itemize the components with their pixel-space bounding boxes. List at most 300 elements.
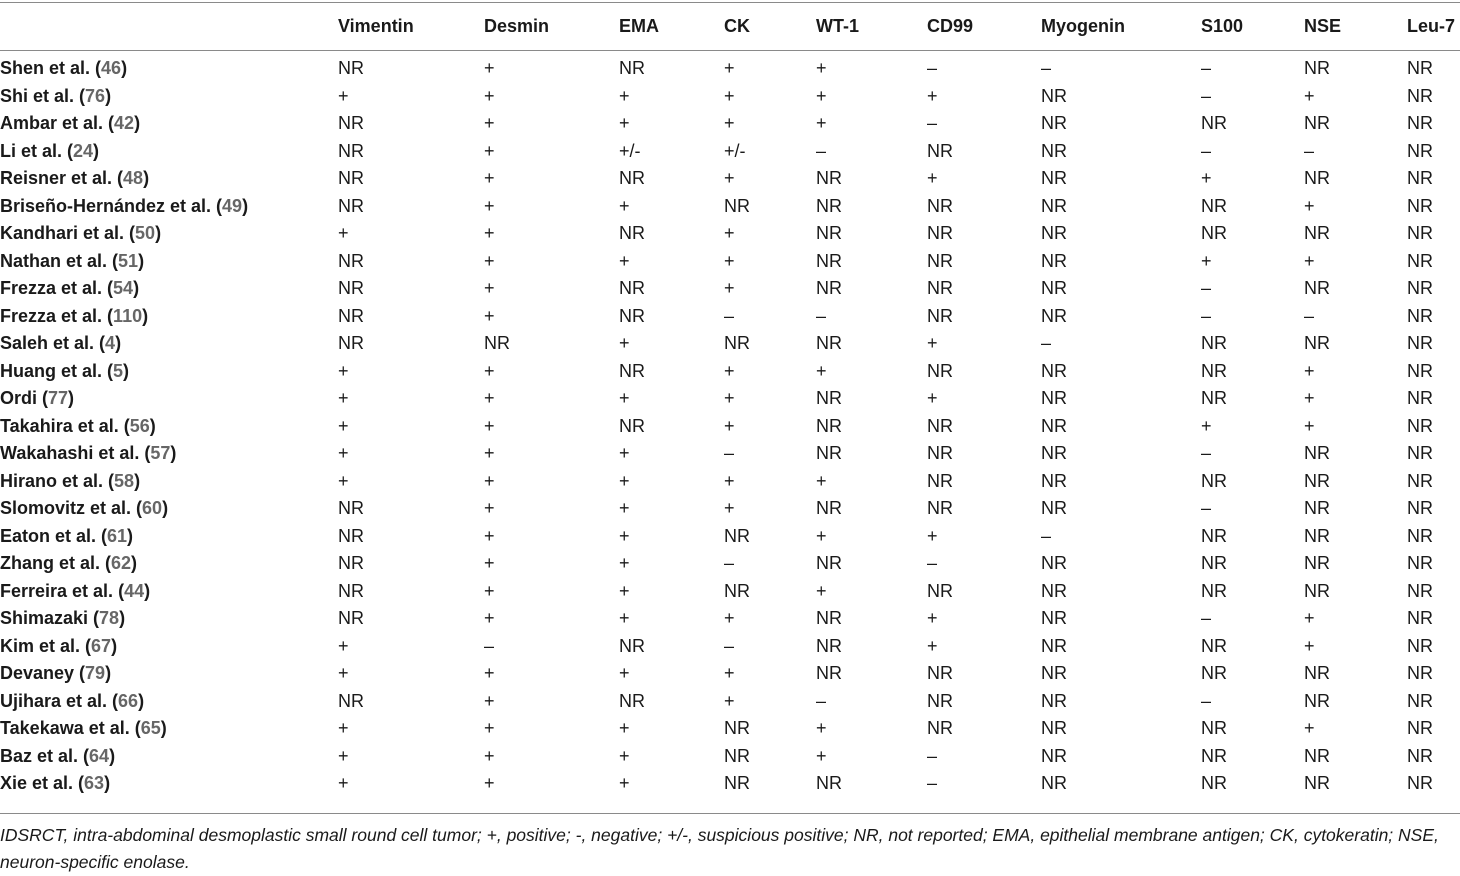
- value-cell-desmin: +: [484, 580, 495, 601]
- value-cell-s100: NR: [1201, 718, 1227, 738]
- value-cell-ema: NR: [619, 690, 645, 711]
- value-cell-vimentin: NR: [338, 690, 364, 711]
- study-cell: [0, 770, 338, 798]
- value-cell-wt-1: NR: [816, 388, 842, 408]
- value-cell-ema: NR: [619, 223, 645, 243]
- value-cell-leu-7: NR: [1407, 113, 1433, 133]
- value-cell-ck: NR: [724, 525, 750, 546]
- reference-link[interactable]: 76: [85, 85, 106, 106]
- study-close-paren: ): [138, 250, 145, 271]
- value-cell-s100: NR: [1201, 525, 1227, 546]
- value-cell-ema: +: [619, 773, 630, 793]
- table-row: [0, 110, 1460, 138]
- reference-link[interactable]: 66: [118, 690, 139, 711]
- value-cell-wt-1: –: [816, 305, 827, 326]
- value-cell-ck: +: [724, 388, 735, 408]
- value-cell-nse: NR: [1304, 223, 1330, 243]
- value-cell-s100: –: [1201, 305, 1212, 326]
- study-name: Xie et al. (: [0, 773, 85, 793]
- value-cell-cd99: +: [927, 388, 938, 408]
- value-cell-cd99: NR: [927, 580, 953, 601]
- value-cell-wt-1: NR: [816, 635, 842, 656]
- study-close-paren: ): [109, 745, 116, 766]
- value-cell-nse: +: [1304, 608, 1315, 628]
- value-cell-wt-1: +: [816, 470, 827, 491]
- value-cell-s100: –: [1201, 58, 1212, 78]
- reference-link[interactable]: 64: [89, 745, 110, 766]
- study-close-paren: ): [115, 333, 122, 353]
- value-cell-desmin: +: [484, 85, 495, 106]
- value-cell-vimentin: +: [338, 415, 349, 436]
- study-name: Kandhari et al. (: [0, 223, 136, 243]
- value-cell-cd99: NR: [927, 443, 953, 463]
- table-row: [0, 743, 1460, 771]
- value-cell-leu-7: NR: [1407, 635, 1433, 656]
- study-name: Ambar et al. (: [0, 113, 115, 133]
- header-study: [0, 12, 338, 55]
- study-close-paren: ): [121, 58, 128, 78]
- study-cell: [0, 743, 338, 771]
- study-name: Ujihara et al. (: [0, 690, 119, 711]
- value-cell-vimentin: +: [338, 635, 349, 656]
- column-header-cd99: CD99: [927, 16, 974, 36]
- value-cell-nse: NR: [1304, 168, 1330, 188]
- value-cell-desmin: +: [484, 58, 495, 78]
- value-cell-myogenin: NR: [1041, 360, 1067, 381]
- value-cell-leu-7: NR: [1407, 305, 1433, 326]
- table-row: [0, 248, 1460, 276]
- value-cell-wt-1: +: [816, 58, 827, 78]
- value-cell-ck: NR: [724, 718, 750, 738]
- value-cell-ck: NR: [724, 580, 750, 601]
- value-cell-vimentin: +: [338, 388, 349, 408]
- value-cell-ema: +: [619, 443, 630, 463]
- study-close-paren: ): [242, 195, 249, 216]
- value-cell-leu-7: NR: [1407, 580, 1433, 601]
- value-cell-s100: NR: [1201, 113, 1227, 133]
- value-cell-myogenin: NR: [1041, 388, 1067, 408]
- value-cell-leu-7: NR: [1407, 498, 1433, 518]
- value-cell-ema: +: [619, 553, 630, 573]
- value-cell-nse: NR: [1304, 690, 1330, 711]
- reference-link[interactable]: 79: [85, 663, 106, 683]
- value-cell-wt-1: NR: [816, 443, 842, 463]
- study-name: Shi et al. (: [0, 85, 86, 106]
- reference-link[interactable]: 78: [99, 608, 120, 628]
- study-name: Nathan et al. (: [0, 250, 119, 271]
- study-close-paren: ): [133, 278, 140, 298]
- value-cell-wt-1: +: [816, 580, 827, 601]
- value-cell-leu-7: NR: [1407, 773, 1433, 793]
- study-cell: [0, 605, 338, 633]
- table-row: [0, 495, 1460, 523]
- value-cell-leu-7: NR: [1407, 58, 1433, 78]
- value-cell-nse: +: [1304, 718, 1315, 738]
- value-cell-cd99: NR: [927, 718, 953, 738]
- value-cell-leu-7: NR: [1407, 360, 1433, 381]
- value-cell-myogenin: NR: [1041, 608, 1067, 628]
- value-cell-nse: +: [1304, 415, 1315, 436]
- value-cell-ema: NR: [619, 635, 645, 656]
- study-close-paren: ): [93, 140, 100, 161]
- value-cell-cd99: +: [927, 635, 938, 656]
- study-close-paren: ): [68, 388, 75, 408]
- value-cell-s100: –: [1201, 85, 1212, 106]
- study-cell: [0, 385, 338, 413]
- study-close-paren: ): [155, 223, 162, 243]
- table-row: [0, 688, 1460, 716]
- value-cell-ck: +: [724, 168, 735, 188]
- value-cell-myogenin: NR: [1041, 85, 1067, 106]
- value-cell-ck: –: [724, 553, 735, 573]
- value-cell-leu-7: NR: [1407, 470, 1433, 491]
- reference-link[interactable]: 46: [101, 58, 122, 78]
- value-cell-leu-7: NR: [1407, 140, 1433, 161]
- study-close-paren: ): [162, 498, 169, 518]
- value-cell-ema: +: [619, 388, 630, 408]
- value-cell-desmin: +: [484, 278, 495, 298]
- value-cell-vimentin: +: [338, 470, 349, 491]
- study-name: Slomovitz et al. (: [0, 498, 143, 518]
- value-cell-s100: NR: [1201, 635, 1227, 656]
- study-name: Ordi (: [0, 388, 48, 408]
- value-cell-vimentin: NR: [338, 195, 364, 216]
- value-cell-cd99: –: [927, 553, 938, 573]
- value-cell-cd99: +: [927, 85, 938, 106]
- study-cell: [0, 413, 338, 441]
- study-close-paren: ): [144, 580, 151, 601]
- value-cell-myogenin: NR: [1041, 470, 1067, 491]
- value-cell-desmin: +: [484, 498, 495, 518]
- value-cell-nse: NR: [1304, 113, 1330, 133]
- table-row: [0, 83, 1460, 111]
- column-header-nse: NSE: [1304, 16, 1342, 36]
- study-close-paren: ): [138, 690, 145, 711]
- table-row: [0, 660, 1460, 688]
- value-cell-ck: +: [724, 223, 735, 243]
- value-cell-s100: NR: [1201, 773, 1227, 793]
- column-header-desmin: Desmin: [484, 16, 550, 36]
- value-cell-vimentin: NR: [338, 608, 364, 628]
- study-close-paren: ): [119, 608, 126, 628]
- value-cell-s100: NR: [1201, 470, 1227, 491]
- value-cell-desmin: +: [484, 525, 495, 546]
- value-cell-s100: NR: [1201, 553, 1227, 573]
- value-cell-nse: NR: [1304, 443, 1330, 463]
- study-cell: [0, 83, 338, 111]
- value-cell-vimentin: +: [338, 443, 349, 463]
- reference-link[interactable]: 54: [113, 278, 134, 298]
- value-cell-leu-7: NR: [1407, 718, 1433, 738]
- study-cell: [0, 523, 338, 551]
- value-cell-desmin: +: [484, 718, 495, 738]
- table-body: [0, 55, 1460, 798]
- study-cell: [0, 330, 338, 358]
- value-cell-desmin: +: [484, 140, 495, 161]
- value-cell-cd99: –: [927, 745, 938, 766]
- reference-link[interactable]: 110: [113, 305, 143, 326]
- reference-link[interactable]: 5: [113, 360, 124, 381]
- value-cell-wt-1: +: [816, 525, 827, 546]
- value-cell-wt-1: +: [816, 113, 827, 133]
- study-cell: [0, 358, 338, 386]
- value-cell-s100: –: [1201, 498, 1212, 518]
- study-cell: [0, 303, 338, 331]
- value-cell-ema: NR: [619, 278, 645, 298]
- table-row: [0, 358, 1460, 386]
- value-cell-leu-7: NR: [1407, 443, 1433, 463]
- value-cell-s100: NR: [1201, 745, 1227, 766]
- value-cell-wt-1: NR: [816, 773, 842, 793]
- value-cell-vimentin: +: [338, 745, 349, 766]
- column-header-vimentin: Vimentin: [338, 16, 414, 36]
- value-cell-nse: –: [1304, 140, 1315, 161]
- value-cell-nse: NR: [1304, 58, 1330, 78]
- value-cell-s100: –: [1201, 690, 1212, 711]
- value-cell-ck: +: [724, 113, 735, 133]
- value-cell-leu-7: NR: [1407, 223, 1433, 243]
- study-name: Takahira et al. (: [0, 415, 130, 436]
- study-close-paren: ): [160, 718, 167, 738]
- study-cell: [0, 495, 338, 523]
- value-cell-desmin: +: [484, 223, 495, 243]
- value-cell-leu-7: NR: [1407, 745, 1433, 766]
- reference-link[interactable]: 56: [129, 415, 150, 436]
- value-cell-ema: NR: [619, 415, 645, 436]
- value-cell-leu-7: NR: [1407, 663, 1433, 683]
- value-cell-nse: NR: [1304, 553, 1330, 573]
- study-name: Huang et al. (: [0, 360, 114, 381]
- value-cell-nse: NR: [1304, 663, 1330, 683]
- value-cell-desmin: +: [484, 250, 495, 271]
- study-close-paren: ): [149, 415, 156, 436]
- study-name: Li et al. (: [0, 140, 74, 161]
- reference-link[interactable]: 42: [114, 113, 135, 133]
- value-cell-vimentin: +: [338, 85, 349, 106]
- value-cell-ck: +: [724, 360, 735, 381]
- value-cell-nse: –: [1304, 305, 1315, 326]
- value-cell-ck: +: [724, 58, 735, 78]
- value-cell-wt-1: NR: [816, 195, 842, 216]
- value-cell-vimentin: NR: [338, 58, 364, 78]
- value-cell-cd99: NR: [927, 305, 953, 326]
- value-cell-vimentin: NR: [338, 305, 364, 326]
- column-header-ck: CK: [724, 16, 750, 36]
- reference-link[interactable]: 50: [135, 223, 156, 243]
- study-name: Briseño-Hernández et al. (: [0, 195, 223, 216]
- value-cell-vimentin: +: [338, 663, 349, 683]
- column-header-ema: EMA: [619, 16, 659, 36]
- value-cell-wt-1: NR: [816, 168, 842, 188]
- study-name: Saleh et al. (: [0, 333, 106, 353]
- value-cell-ck: +: [724, 470, 735, 491]
- value-cell-cd99: –: [927, 773, 938, 793]
- value-cell-vimentin: NR: [338, 168, 364, 188]
- value-cell-leu-7: NR: [1407, 85, 1433, 106]
- value-cell-nse: +: [1304, 360, 1315, 381]
- value-cell-desmin: –: [484, 635, 495, 656]
- value-cell-nse: +: [1304, 635, 1315, 656]
- value-cell-cd99: NR: [927, 470, 953, 491]
- table-row: [0, 770, 1460, 798]
- study-close-paren: ): [105, 663, 112, 683]
- reference-link[interactable]: 63: [84, 773, 105, 793]
- value-cell-ema: +: [619, 718, 630, 738]
- value-cell-s100: –: [1201, 443, 1212, 463]
- reference-link[interactable]: 48: [123, 168, 144, 188]
- value-cell-wt-1: NR: [816, 498, 842, 518]
- value-cell-ema: NR: [619, 58, 645, 78]
- study-name: Devaney (: [0, 663, 86, 683]
- value-cell-nse: NR: [1304, 525, 1330, 546]
- value-cell-leu-7: NR: [1407, 415, 1433, 436]
- value-cell-ema: +: [619, 250, 630, 271]
- study-close-paren: ): [105, 85, 112, 106]
- value-cell-ck: –: [724, 635, 735, 656]
- table-row: [0, 413, 1460, 441]
- value-cell-nse: NR: [1304, 580, 1330, 601]
- value-cell-desmin: +: [484, 773, 495, 793]
- value-cell-cd99: –: [927, 58, 938, 78]
- value-cell-myogenin: –: [1041, 525, 1052, 546]
- reference-link[interactable]: 4: [105, 333, 116, 353]
- value-cell-ck: +/-: [724, 140, 746, 161]
- value-cell-ema: +: [619, 113, 630, 133]
- reference-link[interactable]: 60: [142, 498, 163, 518]
- study-cell: [0, 660, 338, 688]
- value-cell-wt-1: +: [816, 360, 827, 381]
- value-cell-s100: NR: [1201, 388, 1227, 408]
- value-cell-myogenin: –: [1041, 333, 1052, 353]
- value-cell-s100: +: [1201, 415, 1212, 436]
- value-cell-myogenin: NR: [1041, 278, 1067, 298]
- value-cell-ck: +: [724, 663, 735, 683]
- immunohistochemistry-table: [0, 12, 1460, 798]
- value-cell-vimentin: NR: [338, 580, 364, 601]
- value-cell-myogenin: NR: [1041, 140, 1067, 161]
- study-cell: [0, 275, 338, 303]
- study-cell: [0, 220, 338, 248]
- table-row: [0, 330, 1460, 358]
- value-cell-wt-1: +: [816, 718, 827, 738]
- reference-link[interactable]: 44: [124, 580, 145, 601]
- value-cell-ck: +: [724, 498, 735, 518]
- table-row: [0, 165, 1460, 193]
- study-name: Shen et al. (: [0, 58, 102, 78]
- table-row: [0, 303, 1460, 331]
- value-cell-wt-1: –: [816, 690, 827, 711]
- value-cell-desmin: +: [484, 690, 495, 711]
- value-cell-cd99: –: [927, 113, 938, 133]
- value-cell-leu-7: NR: [1407, 525, 1433, 546]
- value-cell-myogenin: NR: [1041, 635, 1067, 656]
- value-cell-desmin: +: [484, 360, 495, 381]
- study-name: Kim et al. (: [0, 635, 92, 656]
- value-cell-leu-7: NR: [1407, 388, 1433, 408]
- value-cell-s100: NR: [1201, 223, 1227, 243]
- reference-link[interactable]: 62: [111, 553, 132, 573]
- value-cell-ck: +: [724, 415, 735, 436]
- value-cell-ck: –: [724, 305, 735, 326]
- reference-link[interactable]: 49: [222, 195, 243, 216]
- reference-link[interactable]: 61: [107, 525, 128, 546]
- reference-link[interactable]: 51: [118, 250, 139, 271]
- value-cell-leu-7: NR: [1407, 690, 1433, 711]
- value-cell-ema: NR: [619, 168, 645, 188]
- value-cell-ema: +: [619, 745, 630, 766]
- study-close-paren: ): [104, 773, 111, 793]
- value-cell-ck: +: [724, 608, 735, 628]
- study-name: Zhang et al. (: [0, 553, 112, 573]
- table-row: [0, 550, 1460, 578]
- study-cell: [0, 138, 338, 166]
- column-header-wt-1: WT-1: [816, 16, 859, 36]
- study-cell: [0, 468, 338, 496]
- value-cell-wt-1: NR: [816, 415, 842, 436]
- value-cell-ck: –: [724, 443, 735, 463]
- value-cell-vimentin: +: [338, 773, 349, 793]
- value-cell-myogenin: NR: [1041, 718, 1067, 738]
- value-cell-wt-1: NR: [816, 250, 842, 271]
- table-row: [0, 275, 1460, 303]
- value-cell-myogenin: NR: [1041, 580, 1067, 601]
- value-cell-myogenin: NR: [1041, 305, 1067, 326]
- value-cell-nse: NR: [1304, 745, 1330, 766]
- reference-link[interactable]: 77: [48, 388, 69, 408]
- reference-link[interactable]: 57: [150, 443, 171, 463]
- study-name: Eaton et al. (: [0, 525, 108, 546]
- value-cell-myogenin: NR: [1041, 195, 1067, 216]
- study-cell: [0, 633, 338, 661]
- value-cell-cd99: +: [927, 168, 938, 188]
- value-cell-s100: NR: [1201, 333, 1227, 353]
- value-cell-myogenin: NR: [1041, 443, 1067, 463]
- study-cell: [0, 440, 338, 468]
- value-cell-vimentin: NR: [338, 525, 364, 546]
- value-cell-cd99: NR: [927, 498, 953, 518]
- value-cell-vimentin: NR: [338, 278, 364, 298]
- value-cell-desmin: +: [484, 113, 495, 133]
- value-cell-desmin: +: [484, 553, 495, 573]
- value-cell-desmin: +: [484, 745, 495, 766]
- value-cell-nse: NR: [1304, 773, 1330, 793]
- value-cell-cd99: NR: [927, 360, 953, 381]
- value-cell-ck: +: [724, 278, 735, 298]
- value-cell-desmin: +: [484, 388, 495, 408]
- reference-link[interactable]: 24: [73, 140, 94, 161]
- value-cell-vimentin: NR: [338, 140, 364, 161]
- value-cell-vimentin: +: [338, 360, 349, 381]
- study-cell: [0, 55, 338, 83]
- value-cell-s100: +: [1201, 168, 1212, 188]
- column-header-myogenin: Myogenin: [1041, 16, 1125, 36]
- table-row: [0, 385, 1460, 413]
- table-row: [0, 220, 1460, 248]
- value-cell-s100: NR: [1201, 360, 1227, 381]
- value-cell-cd99: NR: [927, 195, 953, 216]
- value-cell-nse: +: [1304, 85, 1315, 106]
- reference-link[interactable]: 67: [91, 635, 112, 656]
- reference-link[interactable]: 65: [140, 718, 161, 738]
- value-cell-myogenin: –: [1041, 58, 1052, 78]
- reference-link[interactable]: 58: [114, 470, 135, 491]
- value-cell-leu-7: NR: [1407, 333, 1433, 353]
- value-cell-leu-7: NR: [1407, 278, 1433, 298]
- value-cell-desmin: +: [484, 168, 495, 188]
- study-name: Baz et al. (: [0, 745, 90, 766]
- value-cell-wt-1: NR: [816, 663, 842, 683]
- value-cell-wt-1: NR: [816, 553, 842, 573]
